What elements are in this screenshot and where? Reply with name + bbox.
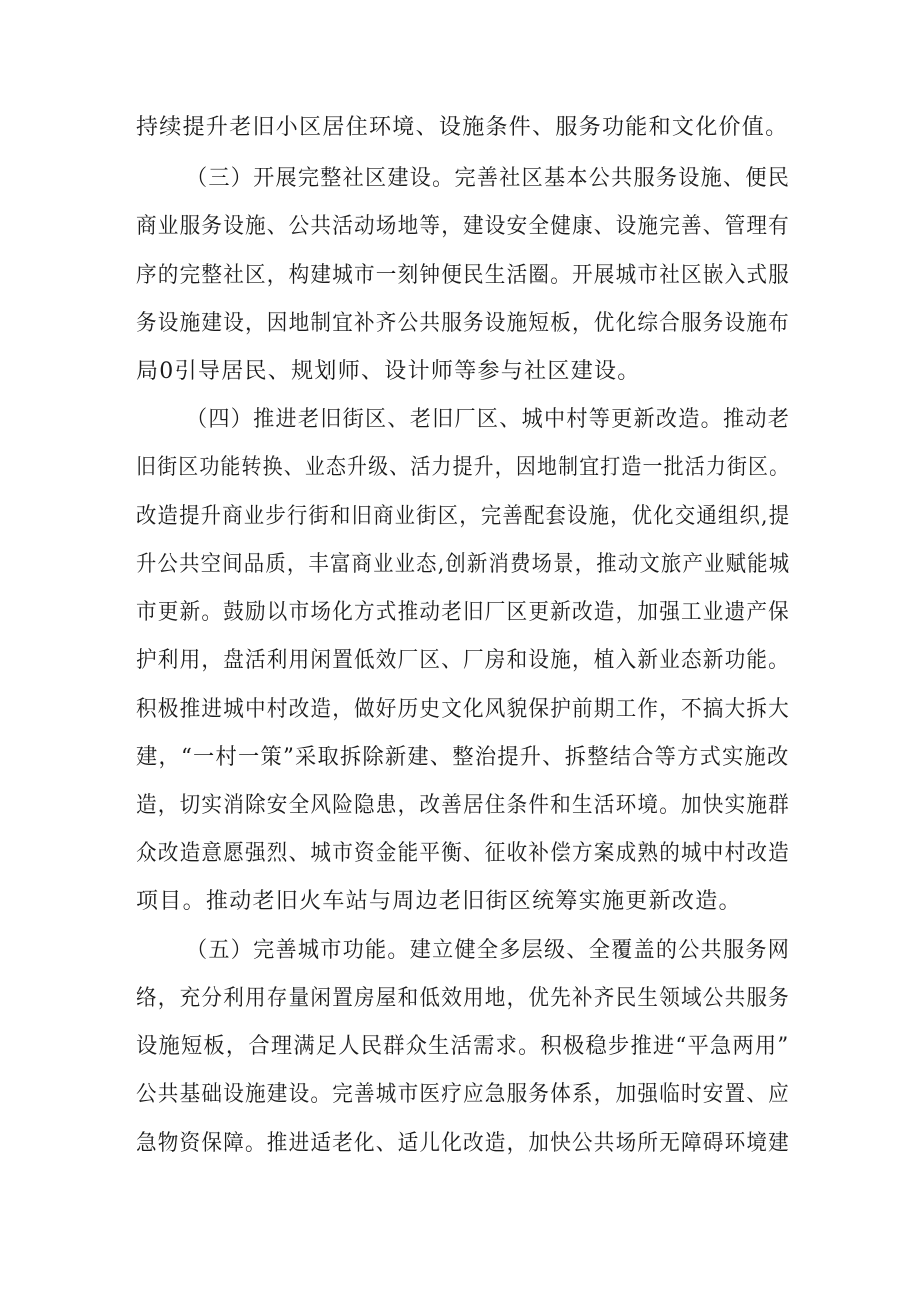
paragraph-first-line: （四）推进老旧街区、老旧厂区、城中村等更新改造。推动老 (186, 407, 791, 432)
text-line: 络，充分利用存量闲置房屋和低效用地，优先补齐民生领域公共服务 (136, 986, 790, 1011)
paragraph-first-line: （三）开展完整社区建设。完善社区基本公共服务设施、便民 (186, 166, 791, 191)
text-line: 市更新。鼓励以市场化方式推动老旧厂区更新改造，加强工业遗产保 (136, 600, 790, 625)
text-line: 建，“一村一策”采取拆除新建、整治提升、拆整结合等方式实施改 (136, 745, 790, 770)
text-line: 造，切实消除安全风险隐患，改善居住条件和生活环境。加快实施群 (136, 793, 790, 818)
text-line: 设施短板，合理满足人民群众生活需求。积极稳步推进“平急两用” (136, 1034, 790, 1059)
text-line: 改造提升商业步行街和旧商业街区，完善配套设施，优化交通组织,提 (136, 504, 791, 529)
text-line: 序的完整社区，构建城市一刻钟便民生活圈。开展城市社区嵌入式服 (136, 263, 790, 288)
text-line: 升公共空间品质，丰富商业业态,创新消费场景，推动文旅产业赋能城 (136, 552, 791, 577)
text-line: 商业服务设施、公共活动场地等，建设安全健康、设施完善、管理有 (136, 214, 790, 239)
text-line: 众改造意愿强烈、城市资金能平衡、征收补偿方案成熟的城中村改造 (136, 841, 790, 866)
text-line: 持续提升老旧小区居住环境、设施条件、服务功能和文化价值。 (136, 115, 789, 140)
text-line: 旧街区功能转换、业态升级、活力提升，因地制宜打造一批活力街区。 (136, 455, 791, 480)
paragraph-first-line: （五）完善城市功能。建立健全多层级、全覆盖的公共服务网 (186, 938, 791, 963)
text-line: 局0引导居民、规划师、设计师等参与社区建设。 (136, 359, 641, 384)
text-line: 急物资保障。推进适老化、适儿化改造，加快公共场所无障碍环境建 (136, 1131, 790, 1156)
text-line: 务设施建设，因地制宜补齐公共服务设施短板，优化综合服务设施布 (136, 311, 790, 336)
text-line: 公共基础设施建设。完善城市医疗应急服务体系，加强临时安置、应 (136, 1082, 790, 1107)
text-line: 项目。推动老旧火车站与周边老旧街区统筹实施更新改造。 (136, 889, 742, 914)
text-line: 护利用，盘活利用闲置低效厂区、厂房和设施，植入新业态新功能。 (136, 648, 790, 673)
text-line: 积极推进城中村改造，做好历史文化风貌保护前期工作，不搞大拆大 (136, 697, 790, 722)
